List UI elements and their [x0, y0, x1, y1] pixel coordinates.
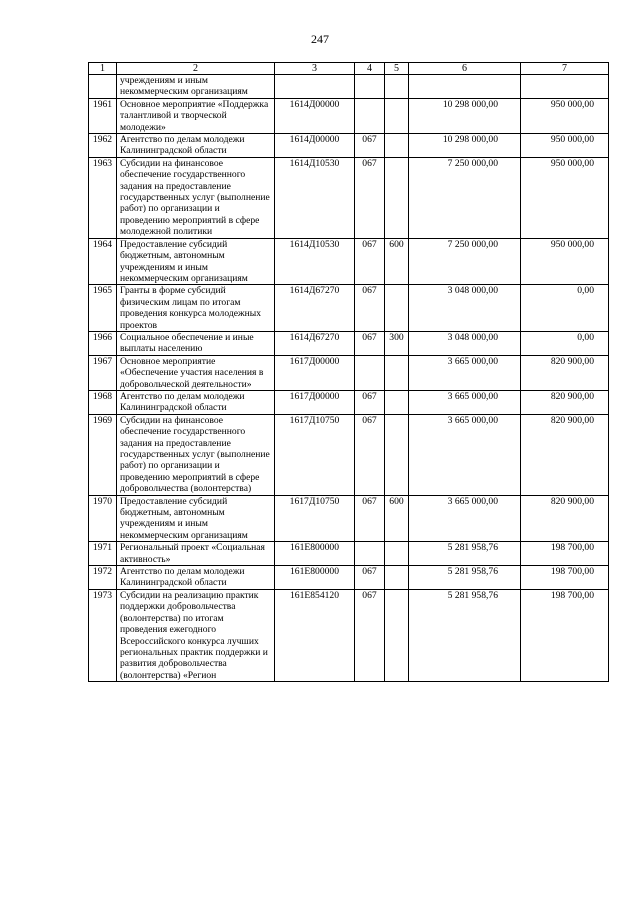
table-row [89, 390, 609, 414]
target-code-cell: 1617Д00000 [275, 390, 355, 414]
table-row [89, 355, 609, 390]
department-code-cell: 067 [355, 566, 385, 590]
header-cell: 4 [355, 63, 385, 75]
department-code-cell: 067 [355, 589, 385, 681]
amount-col7-cell: 950 000,00 [521, 157, 609, 238]
item-name-cell: Предоставление субсидий бюджетным, автономным учреждениям и иным некоммерческим организациям [117, 238, 275, 285]
department-code-cell [355, 355, 385, 390]
table-row [89, 157, 609, 238]
target-code-cell: 1617Д00000 [275, 355, 355, 390]
header-cell: 6 [409, 63, 521, 75]
table-row [89, 589, 609, 681]
target-code-cell: 161E800000 [275, 566, 355, 590]
expense-type-cell [385, 566, 409, 590]
expense-type-cell: 300 [385, 331, 409, 355]
department-code-cell: 067 [355, 134, 385, 158]
amount-col7-cell: 950 000,00 [521, 98, 609, 133]
row-number-cell: 1970 [89, 495, 117, 542]
expense-type-cell [385, 98, 409, 133]
amount-col6-cell: 10 298 000,00 [409, 98, 521, 133]
item-name-cell: Региональный проект «Социальная активность» [117, 542, 275, 566]
expense-type-cell [385, 285, 409, 332]
item-name-cell: Агентство по делам молодежи Калининградской области [117, 390, 275, 414]
amount-col7-cell: 820 900,00 [521, 355, 609, 390]
header-cell: 1 [89, 63, 117, 75]
header-cell: 3 [275, 63, 355, 75]
amount-col6-cell: 3 665 000,00 [409, 495, 521, 542]
amount-col7-cell: 198 700,00 [521, 542, 609, 566]
target-code-cell [275, 75, 355, 99]
target-code-cell: 161E800000 [275, 542, 355, 566]
department-code-cell: 067 [355, 495, 385, 542]
amount-col6-cell: 3 665 000,00 [409, 390, 521, 414]
target-code-cell: 1614Д10530 [275, 157, 355, 238]
row-number-cell: 1962 [89, 134, 117, 158]
target-code-cell: 1614Д00000 [275, 98, 355, 133]
table-row [89, 566, 609, 590]
row-number-cell: 1973 [89, 589, 117, 681]
amount-col7-cell: 0,00 [521, 331, 609, 355]
row-number-cell: 1961 [89, 98, 117, 133]
expense-type-cell [385, 390, 409, 414]
row-number-cell: 1968 [89, 390, 117, 414]
target-code-cell: 161E854120 [275, 589, 355, 681]
header-cell: 5 [385, 63, 409, 75]
row-number-cell: 1971 [89, 542, 117, 566]
row-number-cell: 1965 [89, 285, 117, 332]
target-code-cell: 1614Д10530 [275, 238, 355, 285]
table-row [89, 75, 609, 99]
header-cell: 2 [117, 63, 275, 75]
target-code-cell: 1614Д00000 [275, 134, 355, 158]
table-row [89, 238, 609, 285]
department-code-cell [355, 542, 385, 566]
row-number-cell: 1963 [89, 157, 117, 238]
expense-type-cell: 600 [385, 495, 409, 542]
header-row [89, 63, 609, 75]
table-row [89, 542, 609, 566]
expense-type-cell [385, 589, 409, 681]
amount-col7-cell: 198 700,00 [521, 566, 609, 590]
amount-col6-cell: 5 281 958,76 [409, 542, 521, 566]
amount-col7-cell: 820 900,00 [521, 390, 609, 414]
amount-col6-cell [409, 75, 521, 99]
target-code-cell: 1614Д67270 [275, 331, 355, 355]
amount-col6-cell: 5 281 958,76 [409, 566, 521, 590]
amount-col7-cell: 820 900,00 [521, 495, 609, 542]
item-name-cell: Основное мероприятие «Поддержка талантливой и творческой молодежи» [117, 98, 275, 133]
table-row [89, 98, 609, 133]
department-code-cell: 067 [355, 238, 385, 285]
item-name-cell: Агентство по делам молодежи Калининградской области [117, 134, 275, 158]
target-code-cell: 1617Д10750 [275, 495, 355, 542]
budget-table [88, 62, 609, 682]
item-name-cell: учреждениям и иным некоммерческим организациям [117, 75, 275, 99]
department-code-cell [355, 75, 385, 99]
row-number-cell: 1967 [89, 355, 117, 390]
row-number-cell: 1964 [89, 238, 117, 285]
item-name-cell: Основное мероприятие «Обеспечение участия населения в добровольческой деятельности» [117, 355, 275, 390]
amount-col7-cell: 950 000,00 [521, 134, 609, 158]
expense-type-cell [385, 157, 409, 238]
table-row [89, 495, 609, 542]
department-code-cell: 067 [355, 157, 385, 238]
amount-col7-cell: 198 700,00 [521, 589, 609, 681]
row-number-cell: 1972 [89, 566, 117, 590]
amount-col6-cell: 3 048 000,00 [409, 331, 521, 355]
item-name-cell: Субсидии на реализацию практик поддержки добровольчества (волонтерства) по итогам проведения ежегодного Всероссийского конкурса лучших региональных практик поддержки и развития добровольчества (волонтерства) «Регион [117, 589, 275, 681]
page-number: 247 [311, 32, 329, 46]
header-cell: 7 [521, 63, 609, 75]
row-number-cell: 1969 [89, 414, 117, 495]
amount-col6-cell: 3 665 000,00 [409, 355, 521, 390]
amount-col6-cell: 7 250 000,00 [409, 238, 521, 285]
amount-col7-cell: 950 000,00 [521, 238, 609, 285]
target-code-cell: 1614Д67270 [275, 285, 355, 332]
expense-type-cell [385, 134, 409, 158]
expense-type-cell [385, 75, 409, 99]
row-number-cell: 1966 [89, 331, 117, 355]
department-code-cell: 067 [355, 414, 385, 495]
item-name-cell: Субсидии на финансовое обеспечение государственного задания на предоставление государственных услуг (выполнение работ) по организации и проведению мероприятий в сфере молодежной политики [117, 157, 275, 238]
expense-type-cell [385, 542, 409, 566]
item-name-cell: Предоставление субсидий бюджетным, автономным учреждениям и иным некоммерческим организациям [117, 495, 275, 542]
department-code-cell: 067 [355, 331, 385, 355]
item-name-cell: Гранты в форме субсидий физическим лицам по итогам проведения конкурса молодежных проектов [117, 285, 275, 332]
department-code-cell [355, 98, 385, 133]
expense-type-cell: 600 [385, 238, 409, 285]
amount-col6-cell: 7 250 000,00 [409, 157, 521, 238]
table-row [89, 414, 609, 495]
table-body [89, 63, 609, 682]
item-name-cell: Субсидии на финансовое обеспечение государственного задания на предоставление государственных услуг (выполнение работ) по организации и проведению мероприятий в сфере добровольчества (волонтерства) [117, 414, 275, 495]
department-code-cell: 067 [355, 390, 385, 414]
amount-col6-cell: 10 298 000,00 [409, 134, 521, 158]
table-row [89, 285, 609, 332]
department-code-cell: 067 [355, 285, 385, 332]
amount-col7-cell [521, 75, 609, 99]
expense-type-cell [385, 414, 409, 495]
amount-col6-cell: 3 048 000,00 [409, 285, 521, 332]
target-code-cell: 1617Д10750 [275, 414, 355, 495]
amount-col7-cell: 820 900,00 [521, 414, 609, 495]
amount-col7-cell: 0,00 [521, 285, 609, 332]
item-name-cell: Агентство по делам молодежи Калининградской области [117, 566, 275, 590]
table-row [89, 331, 609, 355]
item-name-cell: Социальное обеспечение и иные выплаты населению [117, 331, 275, 355]
row-number-cell [89, 75, 117, 99]
amount-col6-cell: 3 665 000,00 [409, 414, 521, 495]
expense-type-cell [385, 355, 409, 390]
table-row [89, 134, 609, 158]
amount-col6-cell: 5 281 958,76 [409, 589, 521, 681]
